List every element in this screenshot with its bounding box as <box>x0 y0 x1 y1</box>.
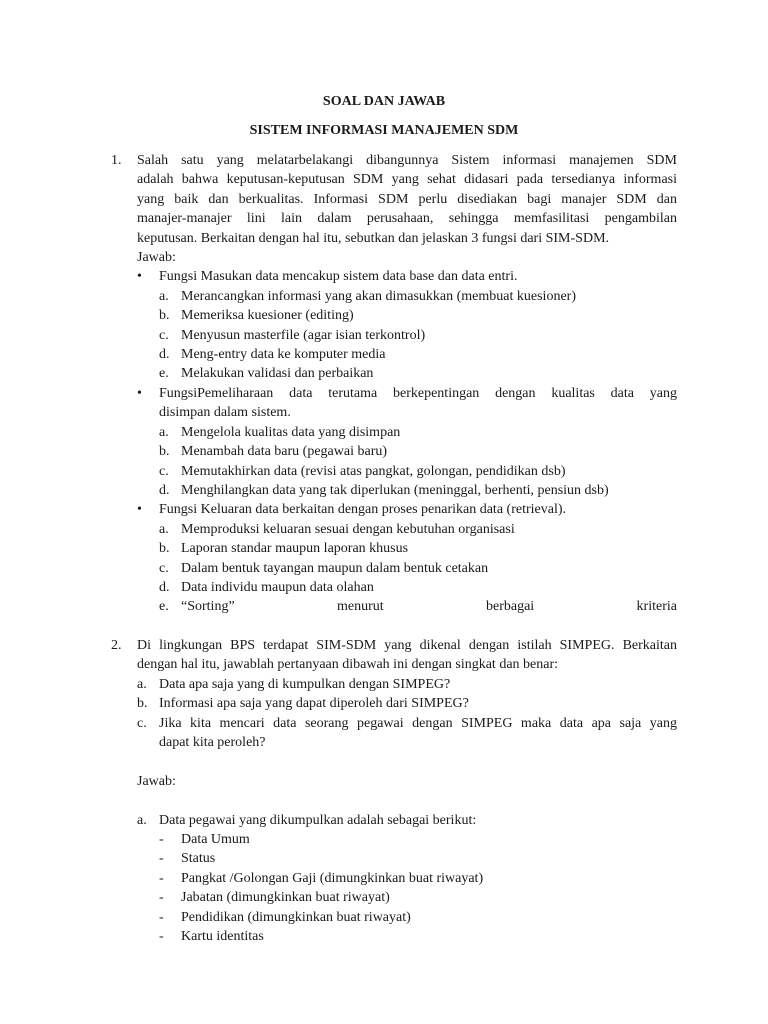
dash-marker: - <box>159 909 164 925</box>
list-item <box>137 364 677 383</box>
list-item <box>137 481 677 500</box>
list-marker: a. <box>159 521 169 537</box>
list-item <box>137 462 677 481</box>
question-text-line: keputusan. Berkaitan dengan hal itu, sebutkan dan jelaskan 3 fungsi dari SIM-SDM. <box>137 230 610 246</box>
dash-marker: - <box>159 890 164 906</box>
list-marker: c. <box>159 560 169 576</box>
list-text: Mengelola kualitas data yang disimpan <box>181 424 401 440</box>
question-2 <box>111 636 677 946</box>
bullet-icon: • <box>137 502 142 518</box>
list-item <box>137 442 677 461</box>
list-text <box>181 597 677 616</box>
question-1 <box>111 151 677 617</box>
subquestion-text: Data apa saja yang di kumpulkan dengan SIMPEG? <box>159 676 451 692</box>
list-item <box>137 869 677 888</box>
answer-text: Data pegawai yang dikumpulkan adalah sebagai berikut: <box>159 812 477 828</box>
dash-marker: - <box>159 832 164 848</box>
function-text: FungsiPemeliharaan data terutama berkepentingan dengan kualitas data yang <box>159 385 677 401</box>
list-marker: d. <box>159 579 170 595</box>
list-text: Status <box>181 851 216 867</box>
list-text: Memutakhirkan data (revisi atas pangkat, golongan, pendidikan dsb) <box>181 463 566 479</box>
function-item <box>137 267 677 286</box>
list-marker: b. <box>137 696 148 712</box>
question-number: 1. <box>111 153 122 168</box>
list-marker: b. <box>159 541 170 557</box>
list-text: Pangkat /Golongan Gaji (dimungkinkan buat riwayat) <box>181 870 484 886</box>
list-text: Laporan standar maupun laporan khusus <box>181 541 409 557</box>
list-text: Data Umum <box>181 832 250 848</box>
list-item <box>137 423 677 442</box>
subquestion <box>137 694 677 713</box>
list-text: Merancangkan informasi yang akan dimasukkan (membuat kuesioner) <box>181 288 576 304</box>
list-word: menurut <box>337 599 384 615</box>
function-item <box>137 500 677 519</box>
list-item <box>137 326 677 345</box>
list-text: Memproduksi keluaran sesuai dengan kebutuhan organisasi <box>181 521 515 537</box>
list-text: Data individu maupun data olahan <box>181 579 374 595</box>
answer-label: Jawab: <box>137 773 176 789</box>
list-item <box>137 830 677 849</box>
list-marker: a. <box>159 424 169 440</box>
list-text: Dalam bentuk tayangan maupun dalam bentuk cetakan <box>181 560 489 576</box>
list-item <box>137 849 677 868</box>
dash-marker: - <box>159 929 164 945</box>
list-text: Jabatan (dimungkinkan buat riwayat) <box>181 890 390 906</box>
subquestion <box>137 714 677 753</box>
list-word: “Sorting” <box>181 599 235 615</box>
list-word: berbagai <box>486 599 535 615</box>
list-marker: a. <box>137 676 147 692</box>
list-item <box>137 306 677 325</box>
function-text: disimpan dalam sistem. <box>159 405 291 421</box>
question-text-line: yang baik dan berkualitas. Informasi SDM perlu disediakan bagi manajer SDM dan <box>137 191 677 207</box>
subquestion-text: Jika kita mencari data seorang pegawai dengan SIMPEG maka data apa saja yang <box>159 715 677 731</box>
question-text-line: adalah bahwa keputusan-keputusan SDM yang sehat didasari pada tersedianya informasi <box>137 172 677 188</box>
list-marker: c. <box>159 327 169 343</box>
list-marker: b. <box>159 444 170 460</box>
list-item <box>137 927 677 946</box>
bullet-icon: • <box>137 385 142 401</box>
list-item <box>137 345 677 364</box>
list-word: kriteria <box>636 599 677 615</box>
list-marker: e. <box>159 366 169 382</box>
list-marker: a. <box>159 288 169 304</box>
question-text-line: manajer-manajer lini lain dalam perusahaan, sehingga memfasilitasi pengambilan <box>137 211 677 227</box>
list-item <box>137 578 677 597</box>
subquestion-text: dapat kita peroleh? <box>159 735 266 751</box>
list-text: Memeriksa kuesioner (editing) <box>181 308 354 324</box>
list-text: Melakukan validasi dan perbaikan <box>181 366 374 382</box>
list-marker: c. <box>137 715 147 731</box>
question-text-line: Salah satu yang melatarbelakangi dibangunnya Sistem informasi manajemen SDM <box>137 153 677 168</box>
list-marker: d. <box>159 347 170 363</box>
list-marker: e. <box>159 599 169 615</box>
list-item <box>137 539 677 558</box>
list-item <box>137 597 677 616</box>
question-text-line: Di lingkungan BPS terdapat SIM-SDM yang dikenal dengan istilah SIMPEG. Berkaitan <box>137 638 677 653</box>
list-text: Menghilangkan data yang tak diperlukan (meninggal, berhenti, pensiun dsb) <box>181 482 609 498</box>
list-marker: a. <box>137 812 147 828</box>
answer-item <box>137 811 677 830</box>
function-item <box>137 384 677 423</box>
list-marker: c. <box>159 463 169 479</box>
bullet-icon: • <box>137 269 142 285</box>
list-text: Menambah data baru (pegawai baru) <box>181 444 388 460</box>
list-item <box>137 908 677 927</box>
question-number: 2. <box>111 638 122 653</box>
document-title: SOAL DAN JAWAB <box>322 94 446 109</box>
subquestion <box>137 675 677 694</box>
list-item <box>137 287 677 306</box>
document-subtitle: SISTEM INFORMASI MANAJEMEN SDM <box>249 123 519 138</box>
dash-marker: - <box>159 851 164 867</box>
list-text: Kartu identitas <box>181 929 264 945</box>
subquestion-text: Informasi apa saja yang dapat diperoleh dari SIMPEG? <box>159 696 469 712</box>
question-text-line: dengan hal itu, jawablah pertanyaan dibawah ini dengan singkat dan benar: <box>137 657 559 673</box>
list-text: Menyusun masterfile (agar isian terkontrol) <box>181 327 426 343</box>
function-text: Fungsi Keluaran data berkaitan dengan proses penarikan data (retrieval). <box>159 502 566 518</box>
list-text: Meng-entry data ke komputer media <box>181 347 386 363</box>
list-marker: d. <box>159 482 170 498</box>
function-text: Fungsi Masukan data mencakup sistem data base dan data entri. <box>159 269 518 285</box>
list-item <box>137 520 677 539</box>
dash-marker: - <box>159 870 164 886</box>
list-item <box>137 559 677 578</box>
answer-label: Jawab: <box>137 250 176 266</box>
list-item <box>137 888 677 907</box>
list-text: Pendidikan (dimungkinkan buat riwayat) <box>181 909 411 925</box>
list-marker: b. <box>159 308 170 324</box>
